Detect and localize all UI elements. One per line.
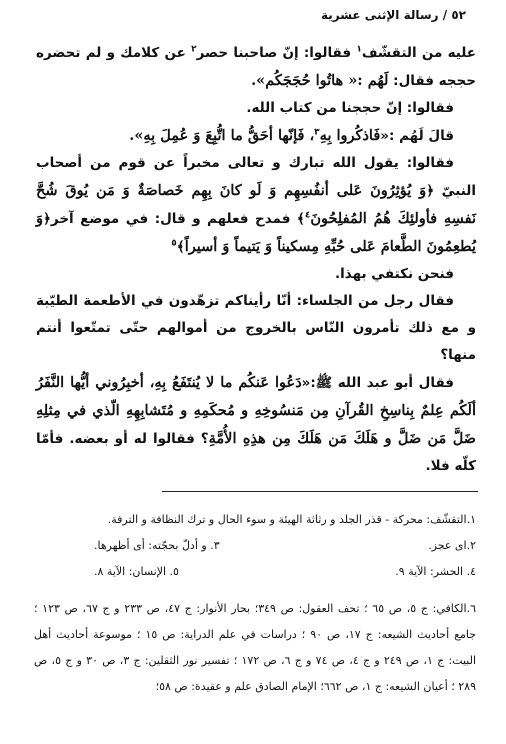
paragraph-7 xyxy=(36,369,476,480)
paragraph-5: فنحن نكتفي بهذا. xyxy=(335,266,454,282)
paragraph-2: فقالوا: إنّ حججنا من كتاب الله. xyxy=(246,100,454,116)
page-number: ٥٢ xyxy=(451,8,466,22)
footnote-3: ٣. و أدلّ بحجّته: أى أظهرها. xyxy=(94,539,220,552)
paragraph-text: عليه من التقشّف xyxy=(361,45,477,61)
paragraph-text: ﴾ فمدح فعلهم و قال: في موضع آخر﴿ xyxy=(43,211,305,227)
paragraph-text: عن كلامك و لم تحضره حججه فقال: xyxy=(36,45,476,89)
footnote-1: ١.التقشّف: محركة - قذر الجلد و رثاثة الهيئة و سوء الحال و ترك النظافة و الترفة. xyxy=(107,513,476,526)
footnote-row xyxy=(34,533,476,559)
footnote-ref-2: ٢ xyxy=(191,44,197,55)
paragraph-text: فقالوا: يقول الله تبارك و تعالى مخبراً عن قوم من أصحاب النبيّ ﴿ xyxy=(36,155,476,199)
footnote-ref-4: ٤ xyxy=(304,210,311,221)
quran-verse: وَ يُطعِمُونَ الطَّعامَ عَلى حُبِّهِ مِسكيناً وَ يَتيماً وَ أسيراً xyxy=(36,210,476,255)
paragraph-4 xyxy=(36,150,476,261)
paragraph-text: فقالوا: إنّ صاحبنا حصر xyxy=(196,45,352,61)
footnote-6: ٦.الكافي: ج ٥، ص ٦٥ ؛ تحف العقول: ص ٣٤٩؛ بحار الأنوار: ج ٤٧، ص ٢٣٣ و ج ٦٧، ص ١٢٣ ؛ جامع أحاديث الشيعه: ج ١٧، ص ٩٠ ؛ دراسات في علم الدراية: ص ١٥ ؛ موسوعة أحاديث أهل البيت: ج ١، ص ٢٤٩ و ج ٤، ص ٧٤ و ج ٦، ص ١٧٢ ؛ تفسير نور الثقلين: ج ٣، ص ٣٠ و ج ٥، ص ٢٨٩ ؛ أعيان الشيعه: ج ١، ص ٦٦٢؛ الإمام الصادق علم و عقيدة: ص ٥٨؛ xyxy=(34,602,477,693)
book-title: رسالة الإثنى عشرية xyxy=(320,8,439,22)
paragraph-text: ؟ فقالوا له أو بعضه. فأمّا كلّه فلا. xyxy=(36,431,476,474)
quoted-speech: دَعُوا عَنكُم ما لا يُنتَفَعُ بِهِ، أخبِرُوني أيُّها النَّفَرُ ألَكُم عِلمٌ بِناسِخِ القُرآنِ مِن مَنسُوخِهِ و مُحكَمِهِ و مُتَشابِهِهِ الّذي في مِثلِهِ ضَلَّ مَن ضَلَّ و هَلَكَ مَن هَلَكَ مِن هذِهِ الأُمَّةِ xyxy=(36,374,476,447)
paragraph-1 xyxy=(36,40,476,95)
main-text xyxy=(36,40,476,480)
footnote-ref-3: ٣ xyxy=(314,127,320,138)
paragraph-text: فقال أبو عبد الله ﷺ:« xyxy=(301,375,455,391)
footnote-2: ٢.اى عجز. xyxy=(428,539,476,552)
footnotes xyxy=(34,507,476,711)
footnote-5: ٥. الإنسان: الآية ٨. xyxy=(94,565,179,578)
footnote-ref-5: ٥ xyxy=(171,238,177,249)
quran-verse: وَ يُؤثِرُونَ عَلى أنفُسِهِم وَ لَو كانَ بِهِم خَصاصَةٌ وَ مَن يُوقَ شُحَّ نَفسِهِ فأولئِكَ هُمُ المُفلِحُونَ xyxy=(36,182,476,227)
footnote-divider xyxy=(162,491,478,492)
paragraph-3 xyxy=(36,122,476,150)
footnote-ref-1: ١ xyxy=(356,44,362,55)
quoted-speech: لَهُم :« هاتُوا حُجَجَكُم». xyxy=(251,72,389,89)
quoted-speech: فَاذكُروا بِهِ xyxy=(319,127,381,144)
header-separator: / xyxy=(442,8,448,22)
footnote-4: ٤. الحشر: الآية ٩. xyxy=(395,565,476,578)
paragraph-6: فقال رجل من الجلساء: أنّا رأيناكم تزهّدون في الأطعمة الطيّبة و مع ذلك تأمرون النّاس بالخروج من أموالهم حتّى تمتّعوا أنتم منها؟ xyxy=(36,293,476,363)
footnote-row xyxy=(34,559,476,585)
quoted-speech: ، فَإنّها أحَقُّ ما اتُّبِعَ وَ عُمِلَ بِهِ». xyxy=(129,127,315,144)
paragraph-text: ﴾ xyxy=(176,239,185,255)
paragraph-text: قالَ لَهُم :« xyxy=(380,128,454,144)
running-header xyxy=(30,8,466,30)
